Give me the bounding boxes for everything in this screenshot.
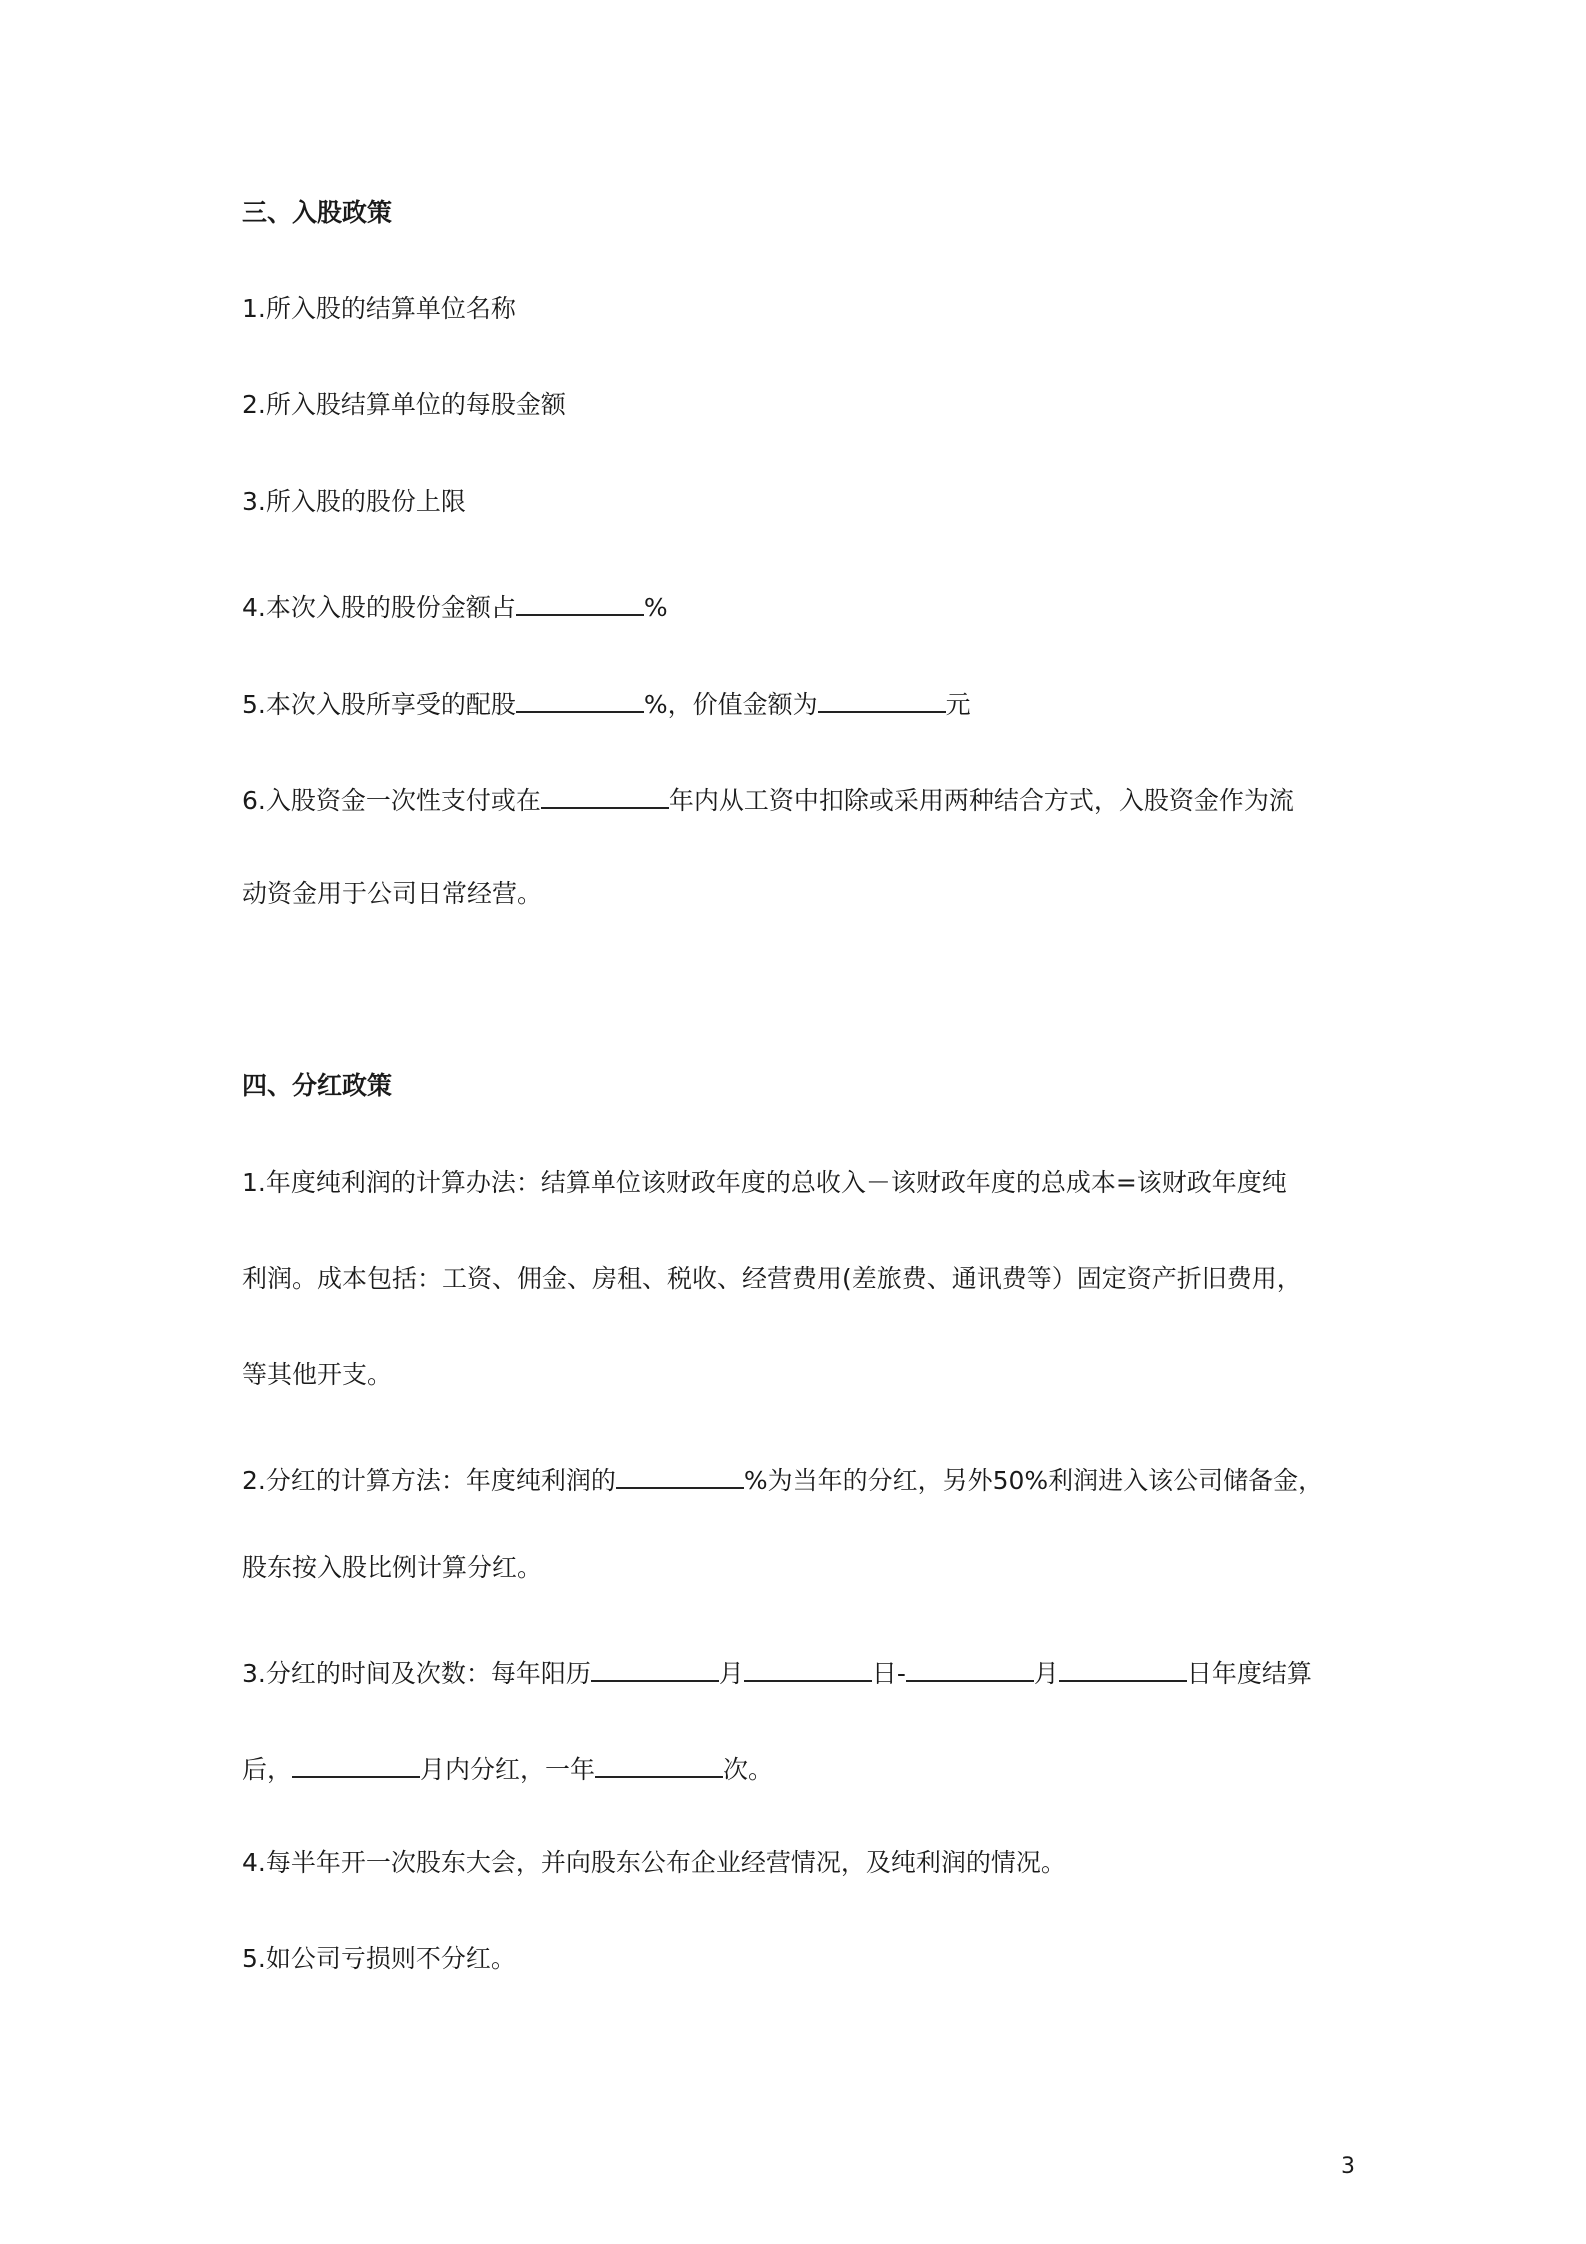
item-4-text: 4.本次入股的股份金额占 bbox=[242, 593, 516, 622]
section-4-item-1-continued: 利润。成本包括：工资、佣金、房租、税收、经营费用(差旅费、通讯费等）固定资产折旧费用， bbox=[242, 1264, 1302, 1293]
item-3-text: 3.分红的时间及次数：每年阳历 bbox=[242, 1659, 591, 1688]
item-6-suffix: 年内从工资中扣除或采用两种结合方式，入股资金作为流 bbox=[668, 786, 1294, 815]
item-3-after: 后， bbox=[242, 1755, 293, 1784]
month-label: 月 bbox=[1033, 1659, 1059, 1688]
section-4-item-4: 4.每半年开一次股东大会，并向股东公布企业经营情况，及纯利润的情况。 bbox=[242, 1848, 1066, 1877]
fill-blank[interactable] bbox=[744, 1654, 872, 1682]
fill-blank[interactable] bbox=[516, 685, 644, 713]
section-3-heading: 三、入股政策 bbox=[242, 198, 393, 227]
section-4-heading: 四、分红政策 bbox=[242, 1071, 393, 1100]
section-3-item-6-continued: 动资金用于公司日常经营。 bbox=[242, 879, 543, 908]
fill-blank[interactable] bbox=[818, 685, 946, 713]
section-4-item-2-continued: 股东按入股比例计算分红。 bbox=[242, 1553, 543, 1582]
fill-blank[interactable] bbox=[616, 1461, 744, 1489]
item-6-text: 6.入股资金一次性支付或在 bbox=[242, 786, 541, 815]
item-5-suffix: 元 bbox=[945, 690, 971, 719]
page-number: 3 bbox=[1341, 2154, 1355, 2179]
fill-blank[interactable] bbox=[1059, 1654, 1187, 1682]
section-3-item-2: 2.所入股结算单位的每股金额 bbox=[242, 390, 566, 419]
item-4-suffix: % bbox=[643, 593, 668, 622]
item-2-text: 2.分红的计算方法：年度纯利润的 bbox=[242, 1466, 616, 1495]
fill-blank[interactable] bbox=[516, 588, 644, 616]
section-4-item-5: 5.如公司亏损则不分红。 bbox=[242, 1944, 516, 1973]
item-3-suffix: 日年度结算 bbox=[1186, 1659, 1312, 1688]
section-4-item-1-end: 等其他开支。 bbox=[242, 1360, 393, 1389]
section-3-item-4 bbox=[242, 588, 668, 625]
fill-blank[interactable] bbox=[292, 1750, 420, 1778]
item-5-middle: %，价值金额为 bbox=[643, 690, 818, 719]
fill-blank[interactable] bbox=[595, 1750, 723, 1778]
section-4-item-3 bbox=[242, 1654, 1312, 1691]
fill-blank[interactable] bbox=[541, 781, 669, 809]
item-3-times: 次。 bbox=[723, 1755, 774, 1784]
section-4-item-3-continued bbox=[242, 1750, 773, 1787]
item-3-months: 月内分红，一年 bbox=[420, 1755, 596, 1784]
month-label: 月 bbox=[718, 1659, 744, 1688]
section-3-item-6 bbox=[242, 781, 1294, 818]
fill-blank[interactable] bbox=[906, 1654, 1034, 1682]
day-range-label: 日- bbox=[871, 1659, 906, 1688]
item-5-text: 5.本次入股所享受的配股 bbox=[242, 690, 516, 719]
fill-blank[interactable] bbox=[591, 1654, 719, 1682]
section-3-item-3: 3.所入股的股份上限 bbox=[242, 487, 466, 516]
section-3-item-1: 1.所入股的结算单位名称 bbox=[242, 294, 516, 323]
section-3-item-5 bbox=[242, 685, 971, 722]
section-4-item-1: 1.年度纯利润的计算办法：结算单位该财政年度的总收入－该财政年度的总成本=该财政年度纯 bbox=[242, 1168, 1287, 1197]
item-2-suffix: %为当年的分红，另外50%利润进入该公司储备金， bbox=[743, 1466, 1324, 1495]
section-4-item-2 bbox=[242, 1461, 1323, 1498]
